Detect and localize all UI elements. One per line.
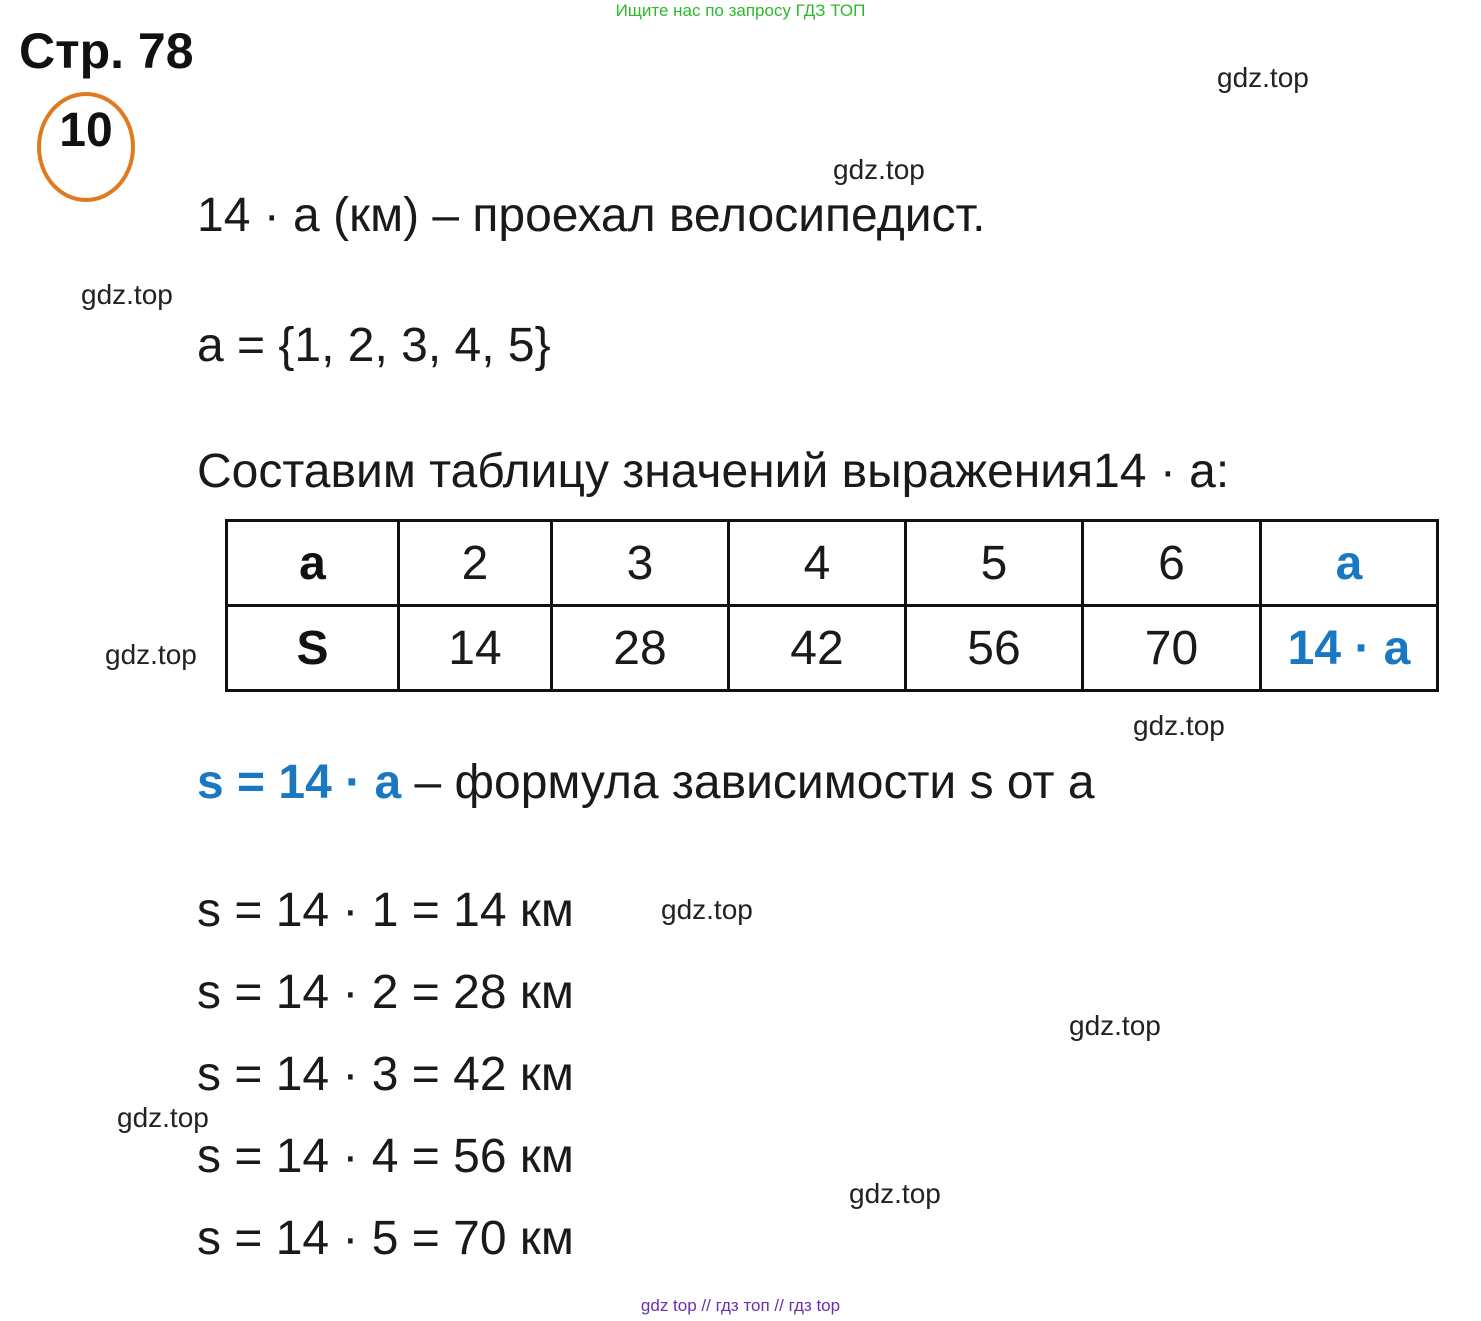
formula-line	[197, 755, 1095, 810]
table-intro-line: Составим таблицу значений выражения14 · a:	[197, 445, 1230, 498]
calculation-line: s = 14 · 3 = 42 км	[197, 1048, 574, 1101]
calculation-line: s = 14 · 2 = 28 км	[197, 966, 574, 1019]
table-row-a	[227, 521, 1438, 606]
watermark: gdz.top	[117, 1102, 209, 1133]
watermark: gdz.top	[81, 279, 173, 310]
row-a-cell: 6	[1083, 521, 1261, 606]
calculation-line: s = 14 · 1 = 14 км	[197, 884, 574, 937]
watermark: gdz.top	[1069, 1010, 1161, 1041]
row-a-cell: 2	[399, 521, 552, 606]
watermark: gdz.top	[661, 894, 753, 925]
watermark: gdz.top	[1217, 62, 1309, 93]
row-a-cell: 5	[906, 521, 1083, 606]
row-s-cell: 56	[906, 606, 1083, 691]
watermark: gdz.top	[105, 639, 197, 670]
watermark: gdz.top	[849, 1178, 941, 1209]
variable-set-line: a = {1, 2, 3, 4, 5}	[197, 319, 551, 372]
watermark: gdz.top	[833, 154, 925, 185]
task-number: 10	[59, 104, 113, 157]
values-table	[225, 519, 1439, 692]
formula-expression: s = 14 · a	[197, 756, 402, 809]
calculation-line: s = 14 · 4 = 56 км	[197, 1130, 574, 1183]
bottom-banner: gdz top // гдз топ // гдз top	[640, 1296, 841, 1315]
top-banner: Ищите нас по запросу ГДЗ ТОП	[615, 1, 866, 20]
row-a-cell: 3	[552, 521, 729, 606]
formula-description: – формула зависимости s от a	[401, 756, 1095, 809]
row-a-general-cell: a	[1261, 521, 1438, 606]
row-a-cell: 4	[729, 521, 906, 606]
table-row-s	[227, 606, 1438, 691]
watermark: gdz.top	[1133, 710, 1225, 741]
calculation-line: s = 14 · 5 = 70 км	[197, 1212, 574, 1265]
distance-expression-line: 14 · a (км) – проехал велосипедист.	[197, 189, 986, 242]
row-a-header: a	[227, 521, 399, 606]
row-s-header: S	[227, 606, 399, 691]
row-s-cell: 28	[552, 606, 729, 691]
row-s-cell: 42	[729, 606, 906, 691]
row-s-cell: 14	[399, 606, 552, 691]
row-s-cell: 70	[1083, 606, 1261, 691]
row-s-general-cell: 14 · a	[1261, 606, 1438, 691]
page-reference: Стр. 78	[19, 23, 194, 79]
